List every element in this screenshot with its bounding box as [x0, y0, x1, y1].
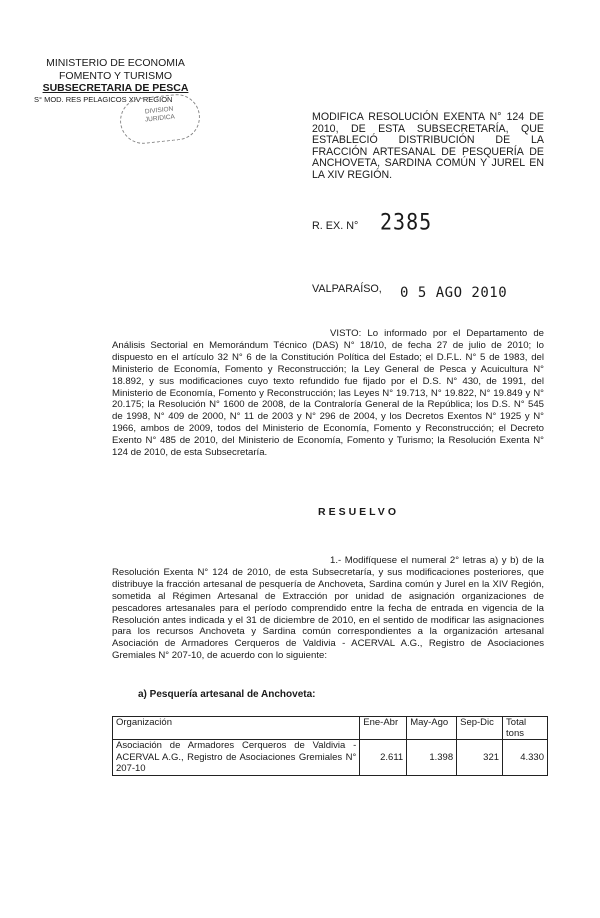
- resolution-label: R. EX. N°: [312, 220, 359, 232]
- allocation-table: [112, 716, 548, 776]
- resuelvo-heading: RESUELVO: [318, 506, 399, 518]
- table-header-row: [113, 717, 548, 740]
- article-1: [112, 555, 544, 662]
- article-1-body: la Resolución Exenta N° 124 de 2010, de esta Subsecretaría, y sus modificaciones posteriores, que distribuye la fracción artesanal de pesquería de Anchoveta, Sardina común y Jurel en la XIV Región, sometida al Régimen Artesanal de Extracción por unidad de asignación organizaciones de pescadores artesanales para el período comprendido entre la fecha de entrada en vigencia de la Resolución antes indicada y el 31 de diciembre de 2010, en el sentido de modificar las asignaciones para los recursos Anchoveta y Sardina común correspondientes a la organización artesanal Asociación de Armadores Cerqueros de Valdivia - ACERVAL A.G., Registro de Asociaciones Gremiales N° 207-10, de acuerdo con lo siguiente:: [112, 555, 544, 662]
- cell-total: 4.330: [503, 740, 548, 776]
- date-stamp: 0 5 AGO 2010: [400, 285, 508, 301]
- ministry-name: MINISTERIO DE ECONOMIA: [46, 57, 185, 69]
- department-name: S° MOD. RES PELAGICOS XIV REGION: [34, 94, 173, 104]
- cell-sep-dic: 321: [457, 740, 503, 776]
- col-header-organizacion: Organización: [113, 717, 360, 740]
- col-header-ene-abr: Ene-Abr: [360, 717, 407, 740]
- resolution-number: 2385: [380, 208, 433, 236]
- section-a-heading: a) Pesquería artesanal de Anchoveta:: [138, 689, 316, 700]
- cell-may-ago: 1.398: [407, 740, 457, 776]
- place: VALPARAÍSO,: [312, 283, 382, 295]
- col-header-sep-dic: Sep-Dic: [457, 717, 503, 740]
- col-header-total: Total tons: [503, 717, 548, 740]
- visto-paragraph: [112, 328, 544, 459]
- visto-body: Análisis Sectorial en Memorándum Técnico (DAS) N° 18/10, de fecha 27 de julio de 2010; lo dispuesto en el artículo 32 N° 6 de la Constitución Política del Estado; el D.F.L. N° 5 de 1983, del Ministerio de Economía, Fomento y Reconstrucción; la Ley General de Pesca y Acuicultura N° 18.892, y sus modificaciones cuyo texto refundido fue fijado por el D.S. N° 430, de 1991, del Ministerio de Economía, Fomento y Reconstrucción; las Leyes N° 19.713, N° 19.822, N° 19.849 y N° 20.175; la Resolución N° 1600 de 2008, de la Contraloría General de la República; los D.S. N° 545 de 1998, N° 409 de 2000, N° 11 de 2003 y N° 296 de 2004, y los Decretos Exentos N° 1925 y N° 1966, ambos de 2009, todos del Ministerio de Economía, Fomento y Reconstrucción; el Decreto Exento N° 485 de 2010, del Ministerio de Economía, Fomento y Turismo; la Resolución Exenta N° 124 de 2010, de esta Subsecretaría.: [112, 339, 544, 459]
- cell-ene-abr: 2.611: [360, 740, 407, 776]
- ministry-subname: FOMENTO Y TURISMO: [59, 69, 172, 82]
- visto-first-line: VISTO: Lo informado por el Departamento de: [330, 328, 544, 339]
- cell-organizacion: Asociación de Armadores Cerqueros de Valdivia - ACERVAL A.G., Registro de Asociaciones Gremiales N° 207-10: [113, 740, 360, 776]
- subsecretaria-name: SUBSECRETARIA DE PESCA: [42, 82, 189, 94]
- division-stamp: DIVISION JURIDICA: [118, 92, 202, 146]
- col-header-may-ago: May-Ago: [407, 717, 457, 740]
- resolution-title: MODIFICA RESOLUCIÓN EXENTA N° 124 DE 2010, DE ESTA SUBSECRETARÍA, QUE ESTABLECIÓ DISTRIBUCIÓN DE LA FRACCIÓN ARTESANAL DE PESQUERÍA DE ANCHOVETA, SARDINA COMÚN Y JUREL EN LA XIV REGIÓN.: [312, 111, 544, 181]
- article-1-first-line: 1.- Modifíquese el numeral 2° letras a) y b) de: [330, 555, 533, 566]
- table-row: [113, 740, 548, 776]
